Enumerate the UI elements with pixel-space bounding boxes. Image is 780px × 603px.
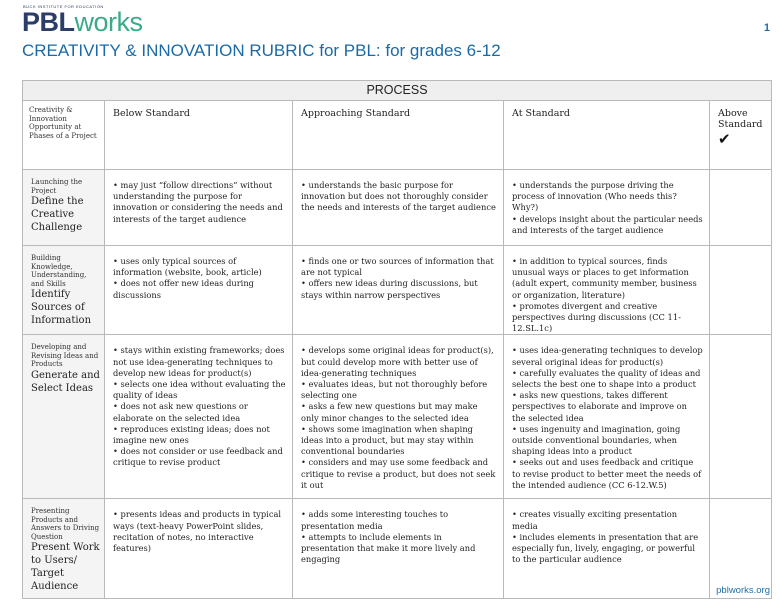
- criterion: • seeks out and uses feedback and critique to revise product to better meet the needs of the intended audience (CC 6-12.W.5): [512, 457, 702, 490]
- at-standard-header: At Standard: [504, 101, 710, 170]
- above-standard-cell: [710, 246, 772, 335]
- criterion: • adds some interesting touches to presentation media: [301, 509, 449, 531]
- above-standard-label: Above Standard: [718, 108, 763, 130]
- approaching-standard-cell: [293, 170, 504, 246]
- criterion: • in addition to typical sources, finds unusual ways or places to get information (adult expert, community member, business or organization, literature): [512, 256, 697, 300]
- at-standard-cell: [504, 246, 710, 335]
- below-standard-cell: [105, 499, 293, 599]
- criterion: • carefully evaluates the quality of ideas and selects the best one to shape into a product: [512, 367, 701, 390]
- phase-cell: [23, 499, 105, 599]
- table-row: [23, 499, 772, 599]
- below-standard-cell: [105, 335, 293, 499]
- table-row: [23, 246, 772, 335]
- criterion: • offers new ideas during discussions, but stays within narrow perspectives: [301, 278, 478, 300]
- at-standard-cell: [504, 335, 710, 499]
- phase-cell: [23, 170, 105, 246]
- below-standard-cell: [105, 246, 293, 335]
- logo-tagline: BUCK INSTITUTE FOR EDUCATION: [23, 4, 104, 9]
- below-standard-header: Below Standard: [105, 101, 293, 170]
- criterion: • understands the purpose driving the process of innovation (Who needs this? Why?): [512, 180, 677, 213]
- phase-label: Building Knowledge, Understanding, and Skills: [31, 254, 87, 288]
- phase-cell: [23, 246, 105, 335]
- approaching-standard-header: Approaching Standard: [293, 101, 504, 170]
- criterion: • develops some original ideas for product(s), but could develop more with better use of idea-generating techniques: [301, 345, 494, 378]
- criterion: • does not consider or use feedback and critique to revise product: [113, 446, 283, 468]
- phase-title: Identify Sources of Information: [31, 289, 92, 326]
- criterion: • does not ask new questions or elaborate on the selected idea: [113, 401, 248, 423]
- criterion: • attempts to include elements in presentation that make it more lively and engaging: [301, 531, 476, 565]
- criterion: • finds one or two sources of information that are not typical: [301, 256, 494, 278]
- approaching-standard-cell: [293, 335, 504, 499]
- logo-works: works: [74, 7, 143, 37]
- logo-pbl: PBL: [22, 7, 75, 37]
- phase-label: Presenting Products and Answers to Driving Question: [31, 507, 100, 541]
- criterion: • uses only typical sources of information (website, book, article): [113, 256, 262, 278]
- rubric-table: [22, 80, 772, 599]
- criterion: • uses ingenuity and imagination, going outside conventional boundaries, when shaping ideas into a product: [512, 423, 681, 457]
- criterion: • asks new questions, takes different perspectives to elaborate and improve on the selected idea: [512, 390, 687, 423]
- at-standard-cell: [504, 499, 710, 599]
- criterion: • uses idea-generating techniques to develop several original ideas for product(s): [512, 345, 703, 367]
- criterion: • develops insight about the particular needs and interests of the target audience: [512, 213, 703, 235]
- page-number: 1: [763, 22, 770, 34]
- phase-title: Generate and Select Ideas: [31, 369, 100, 394]
- criterion: • selects one idea without evaluating the quality of ideas: [113, 379, 286, 401]
- section-header: PROCESS: [23, 81, 772, 101]
- criterion: • stays within existing frameworks; does not use idea-generating techniques to develop new ideas for product(s): [113, 345, 285, 378]
- criterion: • promotes divergent and creative perspectives during discussions (CC 11-12.SL.1c): [512, 300, 681, 334]
- table-row: [23, 335, 772, 499]
- above-standard-cell: [710, 335, 772, 499]
- criterion: • creates visually exciting presentation media: [512, 509, 678, 531]
- above-standard-cell: [710, 170, 772, 246]
- page-title: CREATIVITY & INNOVATION RUBRIC for PBL: for grades 6-12: [22, 41, 501, 60]
- phase-column-header: Creativity & Innovation Opportunity at Phases of a Project: [23, 101, 105, 170]
- below-standard-cell: [105, 170, 293, 246]
- checkmark-icon: ✔: [718, 130, 731, 148]
- criterion: • asks a few new questions but may make only minor changes to the selected idea: [301, 401, 478, 423]
- criterion: • may just “follow directions” without understanding the purpose for innovation or considering the needs and interests of the target audience: [113, 180, 283, 224]
- phase-cell: [23, 335, 105, 499]
- phase-title: Present Work to Users/ Target Audience: [31, 542, 100, 593]
- criterion: • presents ideas and products in typical ways (text-heavy PowerPoint slides, recitation of notes, no interactive features): [113, 509, 282, 554]
- approaching-standard-cell: [293, 499, 504, 599]
- criterion: • shows some imagination when shaping ideas into a product, but may stay within conventional boundaries: [301, 423, 474, 457]
- pblworks-logo: [22, 4, 143, 35]
- criterion: • reproduces existing ideas; does not imagine new ones: [113, 423, 270, 446]
- criterion: • evaluates ideas, but not thoroughly before selecting one: [301, 379, 488, 401]
- at-standard-cell: [504, 170, 710, 246]
- phase-label: Developing and Revising Ideas and Products: [31, 343, 99, 369]
- above-standard-cell: [710, 499, 772, 599]
- criterion: • does not offer new ideas during discussions: [113, 278, 254, 300]
- table-row: [23, 170, 772, 246]
- criterion: • considers and may use some feedback and critique to revise a product, but does not seek it out: [301, 457, 496, 490]
- above-standard-header: [710, 101, 772, 170]
- phase-label: Launching the Project: [31, 178, 83, 195]
- footer-link[interactable]: pblworks.org: [716, 585, 770, 596]
- criterion: • includes elements in presentation that are especially fun, lively, engaging, or powerful to the particular audience: [512, 531, 699, 565]
- phase-title: Define the Creative Challenge: [31, 196, 84, 233]
- criterion: • understands the basic purpose for innovation but does not thoroughly consider the needs and interests of the target audience: [301, 180, 496, 213]
- approaching-standard-cell: [293, 246, 504, 335]
